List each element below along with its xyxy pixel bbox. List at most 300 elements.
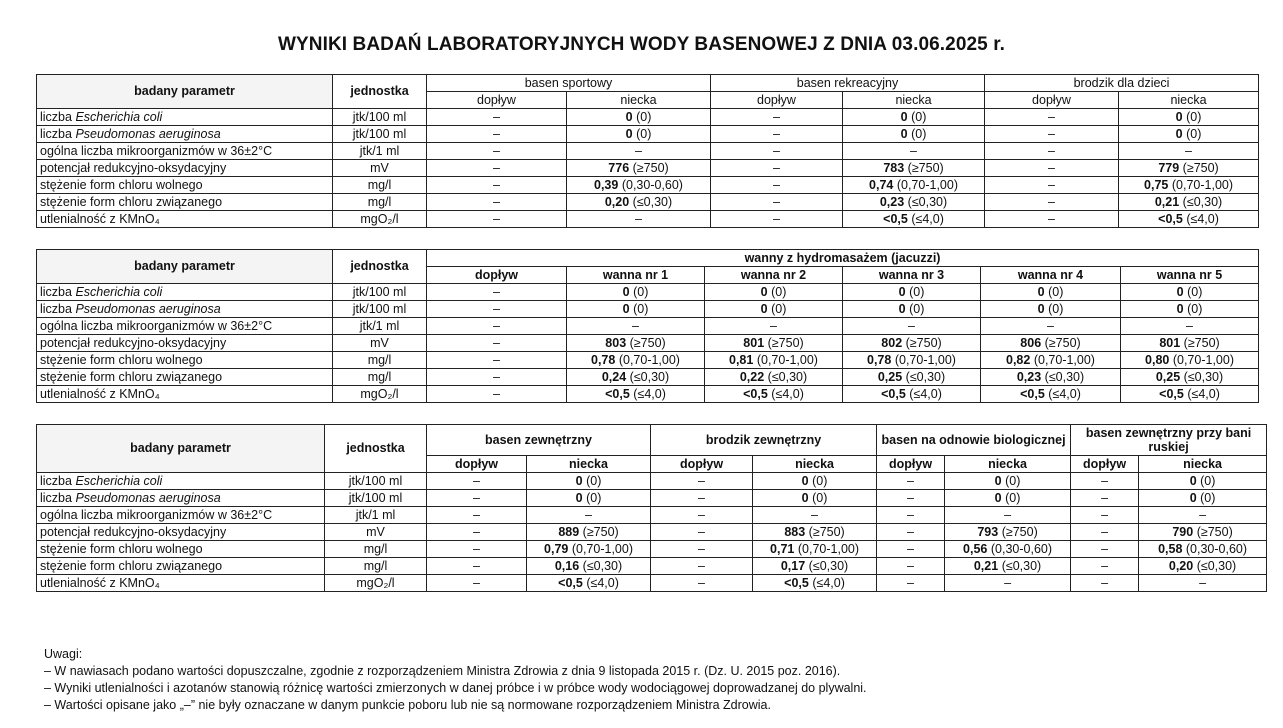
measured-value: 0 bbox=[622, 301, 630, 316]
results-table-pools bbox=[36, 74, 1259, 228]
basin-header: niecka bbox=[1119, 92, 1259, 109]
value-cell bbox=[427, 352, 567, 369]
limit-value: (≥750) bbox=[907, 160, 944, 175]
limit-value: (≤4,0) bbox=[1187, 386, 1220, 401]
value-cell bbox=[945, 575, 1071, 592]
group-header: brodzik dla dzieci bbox=[985, 75, 1259, 92]
measured-value: 0,17 bbox=[780, 558, 806, 573]
measured-value: 793 bbox=[977, 524, 999, 539]
measured-value: 0,24 bbox=[601, 369, 627, 384]
measured-value: 0 bbox=[900, 126, 908, 141]
basin-header: niecka bbox=[567, 92, 711, 109]
value-cell bbox=[843, 160, 985, 177]
value-cell bbox=[753, 558, 877, 575]
param-name bbox=[37, 335, 333, 352]
measured-value: 803 bbox=[605, 335, 627, 350]
value-cell bbox=[711, 177, 843, 194]
group-header: wanny z hydromasażem (jacuzzi) bbox=[427, 250, 1259, 267]
measured-value: – bbox=[493, 160, 500, 175]
measured-value: 0 bbox=[900, 109, 908, 124]
measured-value: 0,71 bbox=[770, 541, 795, 556]
group-header: basen zewnętrzny bbox=[427, 425, 651, 456]
value-cell bbox=[711, 126, 843, 143]
limit-value: (≤4,0) bbox=[586, 575, 619, 590]
param-text: ogólna liczba mikroorganizmów w 36±2°C bbox=[40, 143, 273, 158]
limit-value: (≤4,0) bbox=[1048, 386, 1081, 401]
measured-value: – bbox=[908, 318, 915, 333]
value-cell bbox=[753, 541, 877, 558]
basin-header: niecka bbox=[527, 456, 651, 473]
param-name bbox=[37, 524, 325, 541]
value-cell bbox=[1121, 386, 1259, 403]
measured-value: 0,81 bbox=[729, 352, 754, 367]
limit-value: (≤0,30) bbox=[907, 194, 948, 209]
table-row bbox=[37, 177, 1259, 194]
param-text: stężenie form chloru związanego bbox=[40, 558, 223, 573]
value-cell bbox=[843, 301, 981, 318]
measured-value: – bbox=[698, 558, 705, 573]
value-cell bbox=[711, 160, 843, 177]
value-cell bbox=[985, 126, 1119, 143]
measured-value: 0 bbox=[801, 490, 809, 505]
limit-value: (≥750) bbox=[1183, 335, 1220, 350]
measured-value: <0,5 bbox=[883, 211, 908, 226]
page-title: WYNIKI BADAŃ LABORATORYJNYCH WODY BASENOWEJ Z DNIA 03.06.2025 r. bbox=[277, 34, 1006, 55]
param-text: ogólna liczba mikroorganizmów w 36±2°C bbox=[40, 507, 273, 522]
measured-value: – bbox=[493, 194, 500, 209]
notes-heading: Uwagi: bbox=[44, 647, 83, 661]
measured-value: 790 bbox=[1172, 524, 1194, 539]
value-cell bbox=[877, 575, 945, 592]
note-line: – Wartości opisane jako „–” nie były oznaczane w danym punkcie poboru lub nie są normowane rozporządzeniem Ministra Zdrowia. bbox=[44, 698, 771, 712]
param-species: Pseudomonas aeruginosa bbox=[75, 126, 221, 141]
value-cell bbox=[567, 143, 711, 160]
measured-value: – bbox=[493, 301, 500, 316]
limit-value: (≤4,0) bbox=[909, 386, 942, 401]
value-cell bbox=[427, 575, 527, 592]
param-unit: mV bbox=[333, 335, 427, 352]
value-cell bbox=[427, 541, 527, 558]
measured-value: 801 bbox=[743, 335, 765, 350]
limit-value: (0) bbox=[812, 490, 828, 505]
value-cell bbox=[427, 524, 527, 541]
param-unit: jtk/1 ml bbox=[333, 318, 427, 335]
param-text: stężenie form chloru wolnego bbox=[40, 352, 203, 367]
note-line: – W nawiasach podano wartości dopuszczalne, zgodnie z rozporządzeniem Ministra Zdrowia z dnia 9 listopada 2015 r. (Dz. U. 2015 poz. 2016). bbox=[44, 664, 841, 678]
measured-value: – bbox=[473, 558, 480, 573]
value-cell bbox=[945, 558, 1071, 575]
table-row bbox=[37, 194, 1259, 211]
measured-value: – bbox=[811, 507, 818, 522]
measured-value: 0,25 bbox=[1155, 369, 1181, 384]
value-cell bbox=[1071, 490, 1139, 507]
param-unit: jtk/100 ml bbox=[325, 473, 427, 490]
limit-value: (0) bbox=[911, 126, 927, 141]
value-cell bbox=[753, 575, 877, 592]
value-cell bbox=[877, 507, 945, 524]
measured-value: 0,21 bbox=[973, 558, 999, 573]
limit-value: (≤0,30) bbox=[767, 369, 808, 384]
param-unit: mg/l bbox=[325, 541, 427, 558]
measured-value: 0 bbox=[1037, 284, 1045, 299]
value-cell bbox=[1071, 524, 1139, 541]
param-text: utlenialność z KMnO₄ bbox=[40, 386, 160, 401]
value-cell bbox=[427, 284, 567, 301]
table-row bbox=[37, 541, 1267, 558]
limit-value: (0) bbox=[636, 109, 652, 124]
measured-value: – bbox=[698, 541, 705, 556]
value-cell bbox=[981, 318, 1121, 335]
param-text: potencjał redukcyjno-oksydacyjny bbox=[40, 524, 227, 539]
measured-value: – bbox=[1199, 507, 1207, 522]
value-cell bbox=[843, 369, 981, 386]
measured-value: 0,78 bbox=[867, 352, 892, 367]
value-cell bbox=[705, 335, 843, 352]
param-text: liczba bbox=[40, 109, 76, 124]
basin-header: niecka bbox=[843, 92, 985, 109]
limit-value: (≥750) bbox=[1044, 335, 1081, 350]
value-cell bbox=[985, 160, 1119, 177]
param-unit: jtk/1 ml bbox=[325, 507, 427, 524]
limit-value: (0,30-0,60) bbox=[1185, 541, 1248, 556]
value-cell bbox=[567, 284, 705, 301]
measured-value: – bbox=[907, 558, 914, 573]
limit-value: (0) bbox=[771, 284, 787, 299]
value-cell bbox=[705, 369, 843, 386]
value-cell bbox=[427, 507, 527, 524]
value-cell bbox=[1119, 109, 1259, 126]
unit-header: jednostka bbox=[333, 250, 427, 284]
limit-value: (≤4,0) bbox=[633, 386, 666, 401]
value-cell bbox=[567, 386, 705, 403]
param-unit: mg/l bbox=[333, 194, 427, 211]
table-row bbox=[37, 143, 1259, 160]
measured-value: 0,56 bbox=[963, 541, 988, 556]
value-cell bbox=[877, 490, 945, 507]
value-cell bbox=[1121, 301, 1259, 318]
value-cell bbox=[711, 211, 843, 228]
param-header: badany parametr bbox=[37, 250, 333, 284]
measured-value: 0,21 bbox=[1154, 194, 1180, 209]
basin-header: niecka bbox=[753, 456, 877, 473]
limit-value: (≤0,30) bbox=[1182, 194, 1223, 209]
value-cell bbox=[843, 211, 985, 228]
limit-value: (0,70-1,00) bbox=[896, 177, 958, 192]
limit-value: (≤0,30) bbox=[632, 194, 673, 209]
value-cell bbox=[567, 352, 705, 369]
measured-value: – bbox=[698, 524, 705, 539]
value-cell bbox=[567, 126, 711, 143]
value-cell bbox=[1071, 507, 1139, 524]
measured-value: 801 bbox=[1159, 335, 1181, 350]
measured-value: – bbox=[635, 143, 642, 158]
measured-value: – bbox=[493, 126, 500, 141]
measured-value: – bbox=[493, 284, 500, 299]
table-row bbox=[37, 160, 1259, 177]
value-cell bbox=[1119, 177, 1259, 194]
param-name bbox=[37, 160, 333, 177]
value-cell bbox=[1071, 541, 1139, 558]
measured-value: – bbox=[1048, 211, 1055, 226]
param-name bbox=[37, 284, 333, 301]
measured-value: – bbox=[1048, 194, 1055, 209]
param-text: liczba bbox=[40, 284, 76, 299]
param-name bbox=[37, 352, 333, 369]
value-cell bbox=[1121, 318, 1259, 335]
param-text: potencjał redukcyjno-oksydacyjny bbox=[40, 335, 227, 350]
param-text: ogólna liczba mikroorganizmów w 36±2°C bbox=[40, 318, 273, 333]
value-cell bbox=[651, 490, 753, 507]
measured-value: 0 bbox=[801, 473, 809, 488]
measured-value: – bbox=[770, 318, 777, 333]
limit-value: (0,70-1,00) bbox=[1033, 352, 1095, 367]
param-header: badany parametr bbox=[37, 75, 333, 109]
param-name bbox=[37, 318, 333, 335]
value-cell bbox=[1071, 558, 1139, 575]
limit-value: (0) bbox=[909, 301, 925, 316]
value-cell bbox=[843, 335, 981, 352]
measured-value: – bbox=[1199, 575, 1207, 590]
measured-value: 806 bbox=[1020, 335, 1042, 350]
measured-value: – bbox=[773, 211, 780, 226]
value-cell bbox=[1139, 541, 1267, 558]
limit-value: (≥750) bbox=[632, 160, 669, 175]
limit-value: (≤0,30) bbox=[1001, 558, 1042, 573]
limit-value: (0) bbox=[633, 301, 649, 316]
param-text: stężenie form chloru wolnego bbox=[40, 177, 203, 192]
col-header: wanna nr 5 bbox=[1121, 267, 1259, 284]
value-cell bbox=[567, 109, 711, 126]
value-cell bbox=[945, 524, 1071, 541]
limit-value: (≥750) bbox=[582, 524, 619, 539]
measured-value: 0 bbox=[575, 490, 583, 505]
limit-value: (≥750) bbox=[629, 335, 666, 350]
limit-value: (≥750) bbox=[1001, 524, 1038, 539]
limit-value: (≤0,30) bbox=[808, 558, 849, 573]
inflow-header: dopływ bbox=[651, 456, 753, 473]
measured-value: – bbox=[1101, 558, 1109, 573]
measured-value: 0 bbox=[898, 301, 906, 316]
limit-value: (0,70-1,00) bbox=[571, 541, 633, 556]
measured-value: 0 bbox=[625, 126, 633, 141]
table-row bbox=[37, 558, 1267, 575]
value-cell bbox=[843, 143, 985, 160]
param-name bbox=[37, 473, 325, 490]
col-header: wanna nr 2 bbox=[705, 267, 843, 284]
value-cell bbox=[427, 109, 567, 126]
limit-value: (0) bbox=[1048, 284, 1064, 299]
value-cell bbox=[705, 318, 843, 335]
basin-header: niecka bbox=[945, 456, 1071, 473]
measured-value: – bbox=[493, 143, 500, 158]
limit-value: (≤0,30) bbox=[1183, 369, 1224, 384]
param-name bbox=[37, 558, 325, 575]
limit-value: (0) bbox=[633, 284, 649, 299]
measured-value: – bbox=[473, 473, 480, 488]
col-header: wanna nr 3 bbox=[843, 267, 981, 284]
measured-value: 883 bbox=[784, 524, 806, 539]
value-cell bbox=[1071, 473, 1139, 490]
table-row bbox=[37, 575, 1267, 592]
group-header: brodzik zewnętrzny bbox=[651, 425, 877, 456]
limit-value: (0) bbox=[1005, 473, 1021, 488]
measured-value: 0,23 bbox=[1016, 369, 1042, 384]
measured-value: – bbox=[1048, 160, 1055, 175]
limit-value: (0,70-1,00) bbox=[894, 352, 956, 367]
param-name bbox=[37, 109, 333, 126]
param-unit: jtk/100 ml bbox=[333, 301, 427, 318]
limit-value: (≤4,0) bbox=[1186, 211, 1219, 226]
measured-value: – bbox=[473, 524, 480, 539]
limit-value: (≥750) bbox=[905, 335, 942, 350]
table-row bbox=[37, 284, 1259, 301]
measured-value: – bbox=[1186, 318, 1193, 333]
limit-value: (0) bbox=[636, 126, 652, 141]
measured-value: – bbox=[773, 126, 780, 141]
param-unit: mgO₂/l bbox=[325, 575, 427, 592]
measured-value: – bbox=[907, 575, 914, 590]
param-unit: mV bbox=[325, 524, 427, 541]
param-text: liczba bbox=[40, 126, 76, 141]
measured-value: – bbox=[493, 109, 500, 124]
param-text: utlenialność z KMnO₄ bbox=[40, 575, 160, 590]
measured-value: 779 bbox=[1158, 160, 1180, 175]
table-row bbox=[37, 301, 1259, 318]
unit-header: jednostka bbox=[325, 425, 427, 473]
measured-value: 0 bbox=[994, 490, 1002, 505]
value-cell bbox=[427, 211, 567, 228]
table-row bbox=[37, 211, 1259, 228]
value-cell bbox=[567, 301, 705, 318]
measured-value: – bbox=[635, 211, 642, 226]
param-unit: mg/l bbox=[325, 558, 427, 575]
measured-value: 0,78 bbox=[591, 352, 616, 367]
measured-value: 0 bbox=[1175, 109, 1183, 124]
measured-value: 0 bbox=[760, 284, 768, 299]
measured-value: – bbox=[493, 318, 500, 333]
measured-value: <0,5 bbox=[881, 386, 906, 401]
param-name bbox=[37, 177, 333, 194]
param-text: liczba bbox=[40, 490, 76, 505]
param-text: stężenie form chloru związanego bbox=[40, 194, 223, 209]
limit-value: (0) bbox=[1187, 284, 1203, 299]
limit-value: (0,30-0,60) bbox=[621, 177, 683, 192]
value-cell bbox=[985, 177, 1119, 194]
limit-value: (≥750) bbox=[1182, 160, 1219, 175]
value-cell bbox=[843, 386, 981, 403]
measured-value: <0,5 bbox=[558, 575, 583, 590]
measured-value: – bbox=[1101, 490, 1109, 505]
value-cell bbox=[985, 194, 1119, 211]
value-cell bbox=[705, 352, 843, 369]
group-header: basen na odnowie biologicznej bbox=[877, 425, 1071, 456]
measured-value: – bbox=[493, 177, 500, 192]
value-cell bbox=[427, 318, 567, 335]
param-header: badany parametr bbox=[37, 425, 325, 473]
value-cell bbox=[1139, 558, 1267, 575]
param-name bbox=[37, 575, 325, 592]
param-unit: jtk/100 ml bbox=[333, 109, 427, 126]
group-header: basen rekreacyjny bbox=[711, 75, 985, 92]
value-cell bbox=[877, 558, 945, 575]
limit-value: (≤0,30) bbox=[1044, 369, 1085, 384]
value-cell bbox=[427, 490, 527, 507]
measured-value: <0,5 bbox=[605, 386, 630, 401]
value-cell bbox=[711, 143, 843, 160]
limit-value: (≥750) bbox=[1196, 524, 1233, 539]
value-cell bbox=[753, 473, 877, 490]
measured-value: – bbox=[773, 143, 780, 158]
limit-value: (0,70-1,00) bbox=[797, 541, 860, 556]
value-cell bbox=[1139, 524, 1267, 541]
measured-value: – bbox=[1048, 109, 1055, 124]
value-cell bbox=[527, 490, 651, 507]
measured-value: 0,58 bbox=[1158, 541, 1183, 556]
measured-value: 0 bbox=[1175, 126, 1183, 141]
limit-value: (0,70-1,00) bbox=[1171, 177, 1234, 192]
param-species: Escherichia coli bbox=[75, 109, 163, 124]
param-name bbox=[37, 507, 325, 524]
value-cell bbox=[705, 284, 843, 301]
value-cell bbox=[427, 558, 527, 575]
measured-value: – bbox=[473, 541, 480, 556]
limit-value: (≤4,0) bbox=[911, 211, 944, 226]
value-cell bbox=[705, 386, 843, 403]
measured-value: – bbox=[1048, 126, 1055, 141]
measured-value: – bbox=[493, 335, 500, 350]
measured-value: – bbox=[473, 575, 480, 590]
measured-value: – bbox=[493, 369, 500, 384]
group-header: basen zewnętrzny przy bani ruskiej bbox=[1071, 425, 1267, 456]
param-unit: jtk/100 ml bbox=[333, 126, 427, 143]
measured-value: – bbox=[473, 507, 480, 522]
table-row bbox=[37, 369, 1259, 386]
limit-value: (≥750) bbox=[808, 524, 845, 539]
measured-value: <0,5 bbox=[743, 386, 768, 401]
value-cell bbox=[945, 473, 1071, 490]
measured-value: – bbox=[907, 524, 914, 539]
col-header: dopływ bbox=[427, 267, 567, 284]
value-cell bbox=[1139, 507, 1267, 524]
value-cell bbox=[843, 318, 981, 335]
measured-value: – bbox=[493, 352, 500, 367]
param-unit: mgO₂/l bbox=[333, 386, 427, 403]
table-row bbox=[37, 386, 1259, 403]
measured-value: <0,5 bbox=[784, 575, 809, 590]
measured-value: 0 bbox=[994, 473, 1002, 488]
measured-value: 0 bbox=[622, 284, 630, 299]
measured-value: 0,23 bbox=[879, 194, 905, 209]
value-cell bbox=[843, 126, 985, 143]
value-cell bbox=[427, 177, 567, 194]
measured-value: – bbox=[1101, 524, 1109, 539]
limit-value: (0,70-1,00) bbox=[1172, 352, 1234, 367]
value-cell bbox=[1139, 473, 1267, 490]
limit-value: (≤4,0) bbox=[812, 575, 845, 590]
limit-value: (≤0,30) bbox=[582, 558, 623, 573]
value-cell bbox=[843, 109, 985, 126]
value-cell bbox=[567, 194, 711, 211]
measured-value: – bbox=[907, 490, 914, 505]
col-header: wanna nr 4 bbox=[981, 267, 1121, 284]
value-cell bbox=[427, 301, 567, 318]
limit-value: (0) bbox=[1186, 126, 1202, 141]
limit-value: (0) bbox=[1200, 473, 1216, 488]
param-unit: jtk/1 ml bbox=[333, 143, 427, 160]
param-unit: jtk/100 ml bbox=[333, 284, 427, 301]
param-text: liczba bbox=[40, 473, 76, 488]
measured-value: 0 bbox=[1037, 301, 1045, 316]
